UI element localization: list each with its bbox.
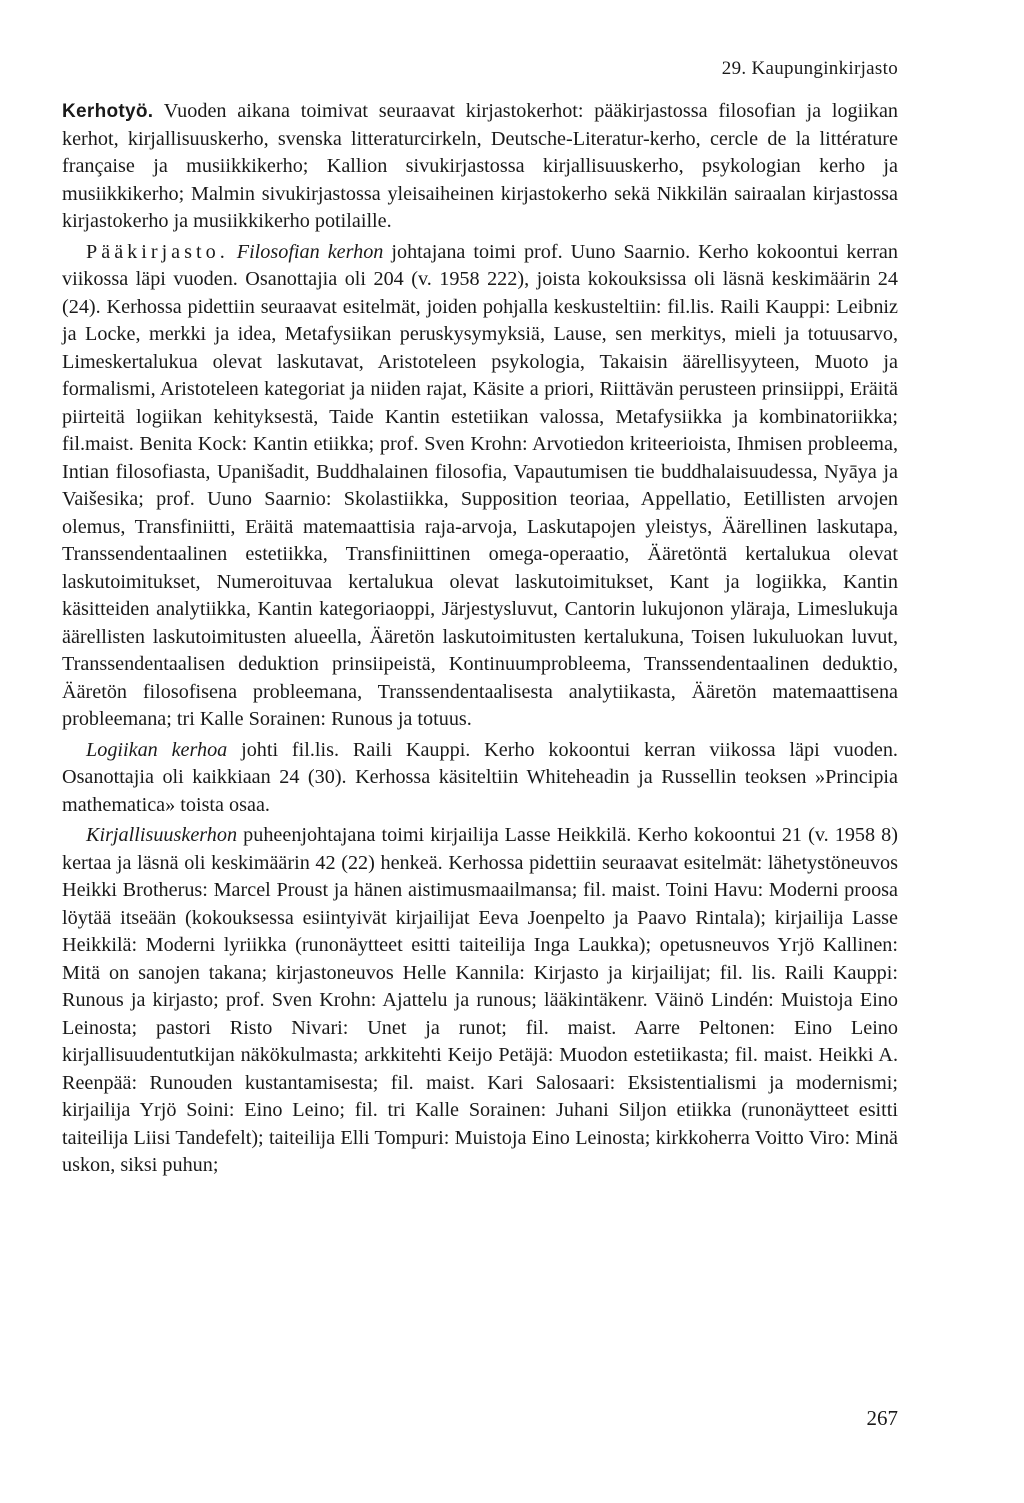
body-text [62, 98, 898, 1183]
paragraph-text: johtajana toimi prof. Uuno Saarnio. Kerho kokoontui kerran viikossa läpi vuoden. Osanottajia oli 204 (v. 1958 222), joista kokouksissa oli läsnä keskimäärin 24 (24). Kerhossa pidettiin seuraavat esitelmät, joiden pohjalla keskusteltiin: fil.lis. Raili Kauppi: Leibniz ja Locke, merkki ja idea, Metafysiikan peruskysymyksiä, Lause, sen merkitys, mieli ja totuusarvo, Limeskertalukua olevat laskutavat, Aristoteleen psykologia, Takaisin äärellisyyteen, Muoto ja formalismi, Aristoteleen kategoriat ja niiden rajat, Käsite a priori, Riittävän perusteen prinsiippi, Eräitä piirteitä logiikan kehityksestä, Taide Kantin estetiikan valossa, Metafysiikka ja kombinatoriikka; fil.maist. Benita Kock: Kantin etiikka; prof. Sven Krohn: Arvotiedon kriteerioista, Ihmisen probleema, Intian filosofiasta, Upanišadit, Buddhalainen filosofia, Vapautumisen tie buddhalaisuudessa, Nyāya ja Vaišesika; prof. Uuno Saarnio: Skolastiikka, Supposition teoriaa, Appellatio, Eetillisten arvojen olemus, Transfiniitti, Eräitä matemaattisia raja-arvoja, Laskutapojen yleistys, Äärellinen laskutapa, Transsendentaalinen estetiikka, Transfiniittinen omega-operaatio, Ääretöntä kertalukua olevat laskutoimitukset, Numeroituvaa kertalukua olevat laskutoimitukset, Kant ja logiikka, Kantin käsitteiden analytiikka, Kantin kategoriaoppi, Järjestysluvut, Cantorin lukujonon yläraja, Limeslukuja äärellisten laskutoimitusten alueella, Ääretön laskutoimitusten kertalukuna, Toisen lukuluokan luvut, Transsendentaalisen deduktion prinsiipeistä, Kontinuumprobleema, Transsendentaalinen deduktio, Ääretön filosofisena probleemana, Transsendentaalisesta analytiikasta, Ääretön matemaattisena probleemana; tri Kalle Sorainen: Runous ja totuus. [62, 240, 898, 730]
paragraph-kirjallisuuskerho [62, 822, 898, 1180]
paragraph-text: Vuoden aikana toimivat seuraavat kirjastokerhot: pääkirjastossa filosofian ja logiikan kerhot, kirjallisuuskerho, svenska litteraturcirkeln, Deutsche-Literatur-kerho, cercle de la littérature française ja musiikkikerho; Kallion sivukirjastossa kirjallisuuskerho, psykologian kerho ja musiikkikerho; Malmin sivukirjastossa yleisaiheinen kirjastokerho sekä Nikkilän sairaalan kirjastossa kirjastokerho ja musiikkikerho potilaille. [62, 100, 898, 232]
paragraph-text: johti fil.lis. Raili Kauppi. Kerho kokoontui kerran viikossa läpi vuoden. Osanottajia oli kaikkiaan 24 (30). Kerhossa käsiteltiin Whiteheadin ja Russellin teoksen »Principia mathematica» toista osaa. [62, 738, 898, 816]
page-number: 267 [866, 1406, 898, 1430]
club-name: Kirjallisuuskerhon [86, 824, 238, 846]
section-heading: Kerhotyö. [62, 101, 154, 122]
paragraph-kerhotyo [62, 98, 898, 236]
paragraph-filosofian-kerho [62, 239, 898, 734]
club-name: Filosofian kerhon [236, 240, 384, 263]
paragraph-logiikan-kerho [62, 737, 898, 820]
club-name: Logiikan kerhoa [86, 738, 228, 761]
spaced-lead: Pääkirjasto. [86, 240, 229, 263]
running-head: 29. Kaupunginkirjasto [721, 58, 898, 79]
paragraph-text: puheenjohtajana toimi kirjailija Lasse Heikkilä. Kerho kokoontui 21 (v. 1958 8) kertaa ja läsnä oli keskimäärin 42 (22) henkeä. Kerhossa pidettiin seuraavat esitelmät: lähetystöneuvos Heikki Brotherus: Marcel Proust ja hänen aistimusmaailmansa; fil. maist. Toini Havu: Moderni proosa löytää itseään (kokouksessa esiintyivät kirjailijat Eeva Joenpelto ja Paavo Rintala); kirjailija Lasse Heikkilä: Moderni lyriikka (runonäytteet esitti taiteilija Inga Laukka); opetusneuvos Yrjö Kallinen: Mitä on sanojen takana; kirjastoneuvos Helle Kannila: Kirjasto ja kirjailijat; fil. lis. Raili Kauppi: Runous ja kirjasto; prof. Sven Krohn: Ajattelu ja runous; lääkintäkenr. Väinö Lindén: Muistoja Eino Leinosta; pastori Risto Nivari: Unet ja runot; fil. maist. Aarre Peltonen: Eino Leino kirjallisuudentutkijan näkökulmasta; arkkitehti Keijo Petäjä: Muodon estetiikasta; fil. maist. Heikki A. Reenpää: Runouden kustantamisesta; fil. maist. Kari Salosaari: Eksistentialismi ja modernismi; kirjailija Yrjö Soini: Eino Leino; fil. tri Kalle Sorainen: Juhani Siljon etiikka (runonäytteet esitti taiteilija Liisi Tandefelt); taiteilija Elli Tompuri: Muistoja Eino Leinosta; kirkkoherra Voitto Viro: Minä uskon, siksi puhun; [62, 824, 898, 1176]
